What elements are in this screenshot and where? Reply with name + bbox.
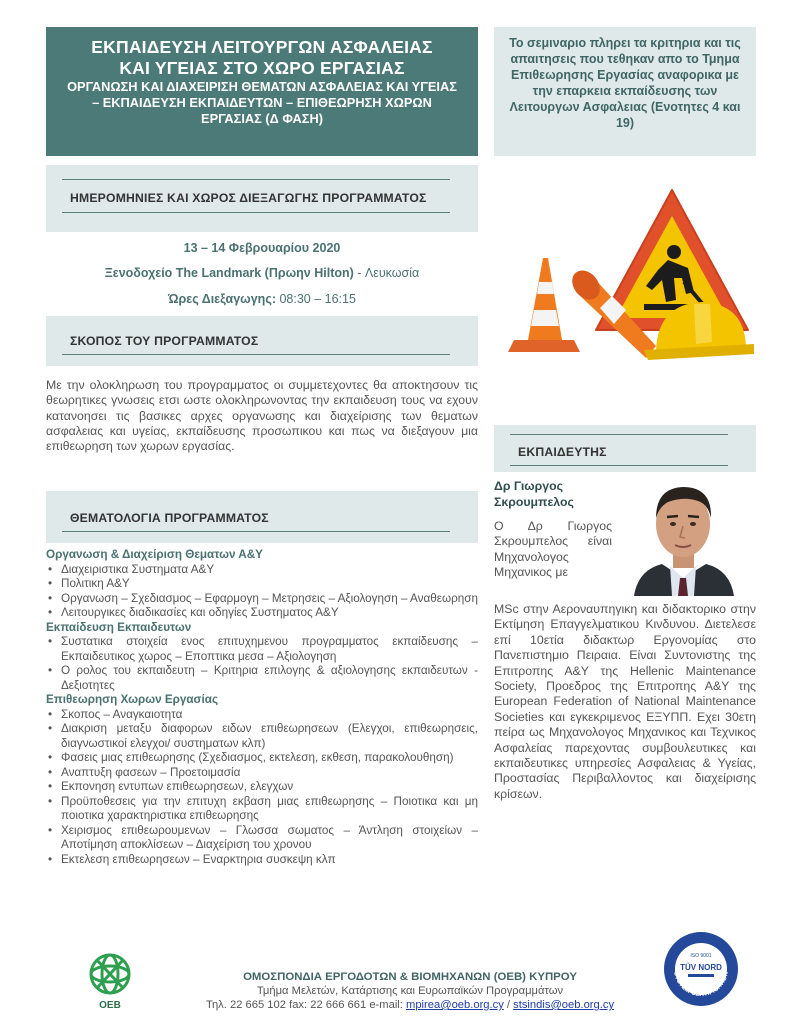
trainer-name bbox=[494, 478, 624, 510]
topic-group-heading: Εκπαίδευση Εκπαιδευτων bbox=[46, 620, 192, 634]
event-hours: 08:30 – 16:15 bbox=[275, 292, 356, 306]
traffic-cone-icon bbox=[508, 258, 580, 352]
section-header-goal bbox=[46, 316, 478, 366]
trainer-name-line-1: Δρ Γιωργος bbox=[494, 479, 564, 493]
topics-list bbox=[46, 548, 478, 867]
rule-top bbox=[62, 179, 450, 180]
event-hours-label: Ώρες Διεξαγωγης: bbox=[168, 292, 276, 306]
rule-bottom bbox=[62, 531, 450, 532]
topic-item: • Συστατικα στοιχεία ενος επιτυχημενου προγραμματος εκπαίδευσης – Εκπαιδευτικος χωρος – Εποπτικα μεσα – Αξιολογηση bbox=[46, 635, 478, 664]
topic-item: • Χειρισμος επιθεωρουμενων – Γλωσσα σωματος – Άντληση στοιχείων – Αποτίμηση αποκλίσεων – Διαχείριση του χρονου bbox=[46, 824, 478, 853]
tuv-certification-logo bbox=[662, 930, 740, 1008]
topic-group-heading: Οργανωση & Διαχείριση Θεματων Α&Υ bbox=[46, 548, 263, 561]
title-line-1: ΕΚΠΑΙΔΕΥΣΗ ΛΕΙΤΟΥΡΓΩΝ ΑΣΦΑΛΕΙΑΣ bbox=[91, 37, 433, 57]
oeb-logo bbox=[80, 950, 140, 1012]
footer-contact bbox=[150, 998, 670, 1012]
section-header-topics bbox=[46, 491, 478, 543]
topic-item: • Αναπτυξη φασεων – Προετοιμασία bbox=[46, 766, 478, 781]
footer bbox=[150, 970, 670, 1012]
section-label-goal: ΣΚΟΠΟΣ ΤΟΥ ΠΡΟΓΡΑΜΜΑΤΟΣ bbox=[70, 334, 259, 348]
event-venue-line bbox=[46, 266, 478, 280]
topic-item: • Εκπονηση εντυπων επιθεωρησεων, ελεγχων bbox=[46, 780, 478, 795]
event-city: - Λευκωσία bbox=[353, 266, 420, 280]
rule-bottom bbox=[62, 212, 450, 213]
oeb-logo-text: OEB bbox=[99, 1000, 121, 1011]
rule-top bbox=[510, 434, 728, 435]
tuv-ring-text: SYSTEM CERTIFICATION bbox=[672, 970, 730, 999]
footer-org: ΟΜΟΣΠΟΝΔΙΑ ΕΡΓΟΔΟΤΩΝ & ΒΙΟΜΗΧΑΝΩΝ (ΟΕΒ) ΚΥΠΡΟΥ bbox=[243, 971, 577, 983]
section-header-trainer bbox=[494, 425, 756, 472]
section-label-dates: ΗΜΕΡΟΜΗΝΙΕΣ ΚΑΙ ΧΩΡΟΣ ΔΙΕΞΑΓΩΓΗΣ ΠΡΟΓΡΑΜΜΑΤΟΣ bbox=[70, 191, 427, 205]
topic-item: • Εκτελεση επιθεωρησεων – Εναρκτηρια συσκεψη κλπ bbox=[46, 853, 478, 868]
safety-illustration bbox=[498, 182, 754, 370]
accreditation-info-box bbox=[494, 27, 756, 156]
rule-bottom bbox=[62, 354, 450, 355]
topic-item: • Διαχειριστικα Συστηματα Α&Υ bbox=[46, 563, 478, 578]
topic-item: • Οργανωση – Σχεδιασμος – Εφαρμογη – Μετρησεις – Αξιολογηση – Αναθεωρηση bbox=[46, 592, 478, 607]
event-hours-line bbox=[46, 292, 478, 306]
event-venue: Ξενοδοχείο The Landmark (Πρωην Hilton) bbox=[104, 266, 354, 280]
section-label-topics: ΘΕΜΑΤΟΛΟΓΙΑ ΠΡΟΓΡΑΜΜΑΤΟΣ bbox=[70, 511, 269, 525]
topic-item: • Διακριση μεταξυ διαφορων ειδων επιθεωρησεων (Ελεγχοι, επιθεωρησεις, διαγνωστικοί ελεγχοι/ συστηματων κλπ) bbox=[46, 722, 478, 751]
email-link-2[interactable]: stsindis@oeb.org.cy bbox=[513, 999, 615, 1011]
topic-item: • Πολιτικη Α&Υ bbox=[46, 577, 478, 592]
tuv-name: TÜV NORD bbox=[680, 963, 722, 972]
tuv-small-text: ISO 9001 bbox=[690, 953, 712, 959]
accreditation-text: Το σεμιναριο πληρει τα κριτηρια και τις απαιτησεις που τεθηκαν απο το Τμημα Επιθεωρησης Εργασίας αναφορικα με την επαρκεια εκπαίδευσης των Λειτουργων Ασφαλειας (Ενοτητες 4 και 19) bbox=[509, 36, 741, 130]
footer-dept: Τμήμα Μελετών, Κατάρτισης και Ευρωπαϊκών Προγραμμάτων bbox=[256, 985, 564, 997]
topic-list bbox=[46, 563, 478, 621]
topic-item: • Λειτουργικες διαδικασίες και οδηγίες Συστηματος Α&Υ bbox=[46, 606, 478, 621]
topic-list bbox=[46, 635, 478, 693]
goal-paragraph: Με την ολοκληρωση του προγραμματος οι συμμετεχοντες θα αποκτησουν τις θεωρητικες γνωσεις ετσι ωστε ολοκληρωνοντας την εκπαιδευση τους να εχουν κατανοησει τις βασικες αρχες οργανωσης και διαχείρισης των θεματων ασφαλειας και υγείας, εκπαίδευσης προσωπικου και πως να διεξαγουν μια επιθεωρηση των χωρων εργασίας. bbox=[46, 378, 478, 454]
title-line-2: ΚΑΙ ΥΓΕΙΑΣ ΣΤΟ ΧΩΡΟ ΕΡΓΑΣΙΑΣ bbox=[119, 58, 405, 78]
event-dates: 13 – 14 Φεβρουαρίου 2020 bbox=[183, 241, 341, 255]
section-label-trainer: ΕΚΠΑΙΔΕΥΤΗΣ bbox=[518, 445, 607, 459]
topic-group-heading: Επιθεωρηση Χωρων Εργασίας bbox=[46, 693, 219, 706]
topic-item: • Φασεις μιας επιθεωρησης (Σχεδιασμος, εκτελεση, εκθεση, παρακολουθηση) bbox=[46, 751, 478, 766]
trainer-photo bbox=[626, 474, 741, 596]
title-subtitle: ΟΡΓΑΝΩΣΗ ΚΑΙ ΔΙΑΧΕΙΡΙΣΗ ΘΕΜΑΤΩΝ ΑΣΦΑΛΕΙΑΣ ΚΑΙ ΥΓΕΙΑΣ – ΕΚΠΑΙΔΕΥΣΗ ΕΚΠΑΙΔΕΥΤΩΝ – ΕΠΙΘΕΩΡΗΣΗ ΧΩΡΩΝ ΕΡΓΑΣΙΑΣ (Δ ΦΑΣΗ) bbox=[67, 79, 457, 126]
topic-item: • Προϋποθεσεις για την επιτυχη εκβαση μιας επιθεωρησης – Ποιοτικα και μη ποιοτικα χαρακτηριστικα επιθεωρησης bbox=[46, 795, 478, 824]
email-link-1[interactable]: mpirea@oeb.org.cy bbox=[406, 999, 504, 1011]
topic-list bbox=[46, 708, 478, 868]
topic-item: • Σκοπος – Αναγκαιοτητα bbox=[46, 708, 478, 723]
rule-bottom bbox=[510, 465, 728, 466]
title-banner bbox=[46, 27, 478, 156]
email-separator: / bbox=[503, 999, 514, 1011]
trainer-bio: MSc στην Αεροναυπηγικη και διδακτορικο στην Εκτίμηση Επαγγελματικου Κινδυνου. Διετελεσε επί 10ετία διδακτωρ Εργονομίας στο Πανεπιστημιο Πειραια. Είναι Συντονιστης της Επιτροπης Α&Υ της Hellenic Maintenance Society, Προεδρος της Επιτροπης Α&Υ της European Federation of National Maintenance Societies και εγκεκριμενος ΕΞΥΠΠ. Εχει 30ετη πείρα ως Μηχανολογος Μηχανικος και Τεχνικος Ασφαλείας παρεχοντας συμβουλευτικες και εκπαιδευτικες υπηρεσίες Ασφαλειας & Υγείας, Προστασίας Περιβαλλοντος και διαχείρισης κρίσεων. bbox=[494, 602, 756, 801]
section-header-dates bbox=[46, 165, 478, 232]
footer-phone: Τηλ. 22 665 102 fax: 22 666 661 e-mail: bbox=[205, 999, 407, 1011]
trainer-bio-intro: Ο Δρ Γιωργος Σκρουμπελος είναι Μηχανολογος Μηχανικος με bbox=[494, 519, 612, 580]
topic-item: • Ο ρολος του εκπαιδευτη – Κριτηρια επιλογης & αξιολογησης εκπαιδευτων - Δεξιοτητες bbox=[46, 664, 478, 693]
trainer-name-line-2: Σκρουμπελος bbox=[494, 495, 574, 509]
